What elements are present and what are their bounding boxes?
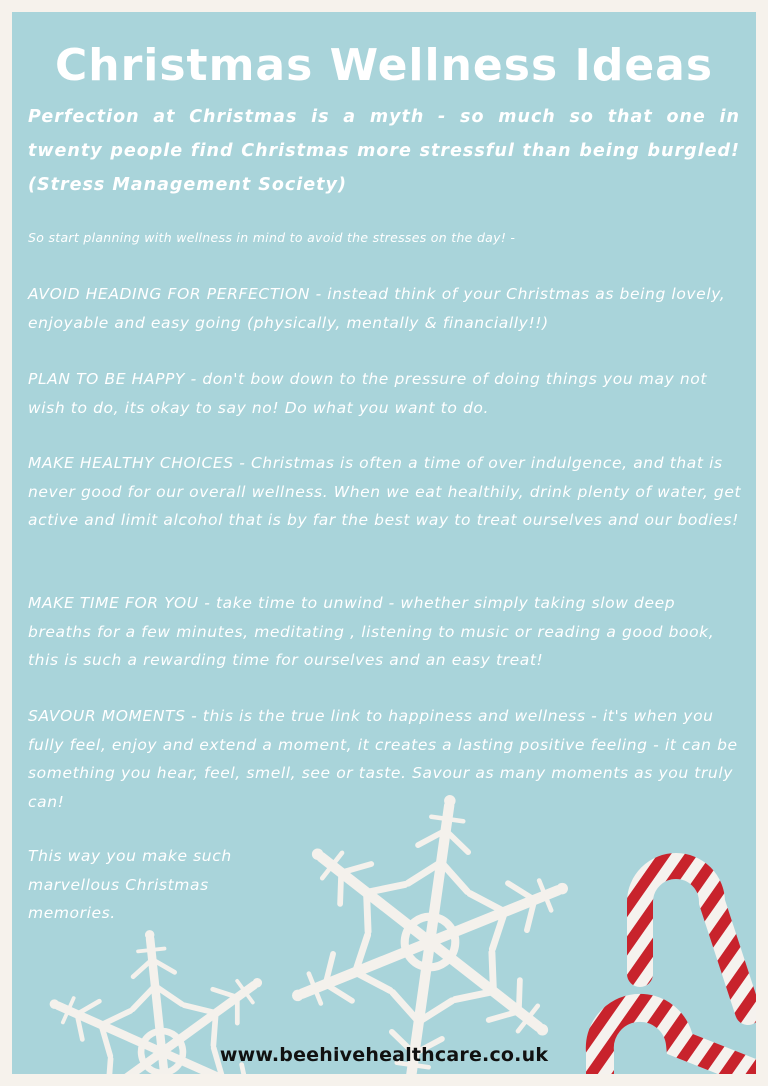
lead-text: So start planning with wellness in mind to avoid the stresses on the day! - [28,230,516,245]
tip-avoid-perfection [28,280,744,337]
page-title: Christmas Wellness Ideas [54,40,714,91]
intro-text: Perfection at Christmas is a myth - so much so that one in twenty people find Christmas more stressful than being burgled! (Stress Management Society) [28,107,740,195]
tip-heading: AVOID HEADING FOR PERFECTION [28,285,311,303]
tip-heading: PLAN TO BE HAPPY [28,370,186,388]
website-link[interactable]: www.beehivehealthcare.co.uk [219,1044,549,1066]
tip-text: - Christmas is often a time of over indulgence, and that is never good for our overall wellness. When we eat healthily, drink plenty of water, get active and limit alcohol that is by far the best way to treat ourselves and our bodies! [28,454,742,529]
tip-text: - this is the true link to happiness and wellness - it's when you fully feel, enjoy and extend a moment, it creates a lasting positive feeling - it can be something you hear, feel, smell, see or taste. Savour as many moments as you truly can! [28,707,738,811]
tip-text: - take time to unwind - whether simply taking slow deep breaths for a few minutes, meditating , listening to music or reading a good book, this is such a rewarding time for ourselves and an easy treat! [28,594,715,669]
tip-text: - don't bow down to the pressure of doing things you may not wish to do, its okay to say no! Do what you want to do. [28,370,708,417]
tip-healthy-choices [28,449,744,535]
tip-heading: MAKE HEALTHY CHOICES [28,454,234,472]
tip-plan-happy [28,365,744,422]
tip-savour-moments [28,702,744,816]
closing-text: This way you make such marvellous Christmas memories. [28,847,232,922]
candy-cane-icon [640,866,748,1012]
tip-heading: MAKE TIME FOR YOU [28,594,199,612]
tip-heading: SAVOUR MOMENTS [28,707,186,725]
tip-time-for-you [28,589,744,675]
snowflake-icon [267,775,592,1074]
poster [12,12,756,1074]
tip-text: - instead think of your Christmas as being lovely, enjoyable and easy going (physically, mentally & financially!!) [28,285,726,332]
